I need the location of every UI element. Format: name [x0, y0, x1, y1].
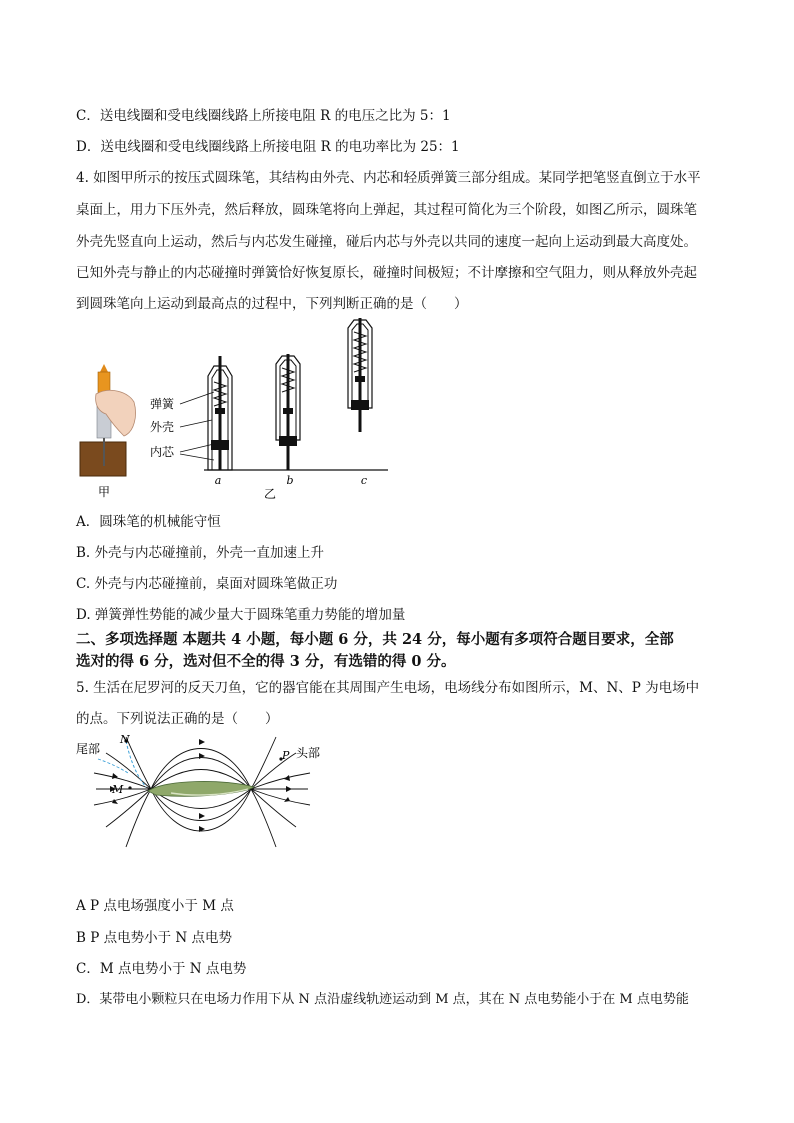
label-head: 头部 [296, 746, 321, 760]
tail-pointer [98, 759, 128, 773]
q4-option-d: D. 弹簧弹性势能的减少量大于圆珠笔重力势能的增加量 [76, 607, 406, 623]
q5-field-figure [76, 733, 326, 858]
q4-stem-line-4: 已知外壳与静止的内芯碰撞时弹簧恰好恢复原长，碰撞时间极短；不计摩擦和空气阻力，则从释放外壳起 [76, 265, 697, 281]
q4-pen-figure [76, 316, 396, 506]
q4-option-a: A．圆珠笔的机械能守恒 [76, 514, 221, 530]
label-b: b [286, 474, 294, 487]
fish [148, 781, 254, 796]
label-shell: 外壳 [150, 420, 175, 434]
q3-option-d: D．送电线圈和受电线圈线路上所接电阻 R 的电功率比为 25：1 [76, 139, 460, 155]
pen-b [276, 354, 300, 470]
dashed-trajectory [126, 741, 146, 787]
label-spring: 弹簧 [150, 397, 175, 411]
label-m: M [112, 783, 124, 796]
label-core: 内芯 [150, 445, 175, 459]
label-p: P [282, 749, 290, 762]
q5-option-d: D．某带电小颗粒只在电场力作用下从 N 点沿虚线轨迹运动到 M 点，其在 N 点电势能小于在 M 点电势能 [76, 992, 689, 1007]
label-tail: 尾部 [76, 742, 101, 756]
q5-stem-line-2: 的点。下列说法正确的是（ ） [76, 711, 279, 727]
q5-option-b: B P 点电势小于 N 点电势 [76, 930, 232, 946]
q5-option-a: A P 点电场强度小于 M 点 [76, 898, 234, 914]
q4-stem-line-1: 4. 如图甲所示的按压式圆珠笔，其结构由外壳、内芯和轻质弹簧三部分组成。某同学把笔竖直倒立于水平 [76, 170, 701, 186]
figure-jia-hand-pen [80, 364, 136, 476]
q4-stem-line-2: 桌面上，用力下压外壳，然后释放，圆珠笔将向上弹起，其过程可简化为三个阶段，如图乙所示，圆珠笔 [76, 202, 697, 218]
pen-a [208, 356, 232, 470]
point-m-dot [128, 786, 131, 789]
label-jia: 甲 [97, 485, 111, 499]
section-2-header-line-1: 二、多项选择题 本题共 4 小题，每小题 6 分，共 24 分，每小题有多项符合题目要求，全部 [76, 631, 674, 648]
section-2-header-line-2: 选对的得 6 分，选对但不全的得 3 分，有选错的得 0 分。 [76, 653, 456, 670]
q5-stem-line-1: 5. 生活在尼罗河的反天刀鱼，它的器官能在其周围产生电场，电场线分布如图所示，M、N、P 为电场中 [76, 680, 700, 696]
label-n: N [120, 733, 130, 746]
label-yi: 乙 [263, 487, 277, 501]
q4-option-b: B. 外壳与内芯碰撞前，外壳一直加速上升 [76, 545, 325, 561]
q4-stem-line-3: 外壳先竖直向上运动，然后与内芯发生碰撞，碰后内芯与外壳以共同的速度一起向上运动到最大高度处。 [76, 234, 697, 250]
q4-stem-line-5: 到圆珠笔向上运动到最高点的过程中，下列判断正确的是（ ） [76, 296, 468, 312]
q5-option-c: C．M 点电势小于 N 点电势 [76, 961, 247, 977]
q3-option-c: C．送电线圈和受电线圈线路上所接电阻 R 的电压之比为 5：1 [76, 108, 451, 124]
label-c: c [360, 474, 368, 487]
q4-option-c: C. 外壳与内芯碰撞前，桌面对圆珠笔做正功 [76, 576, 338, 592]
label-a: a [214, 474, 222, 487]
pen-c [348, 318, 372, 432]
